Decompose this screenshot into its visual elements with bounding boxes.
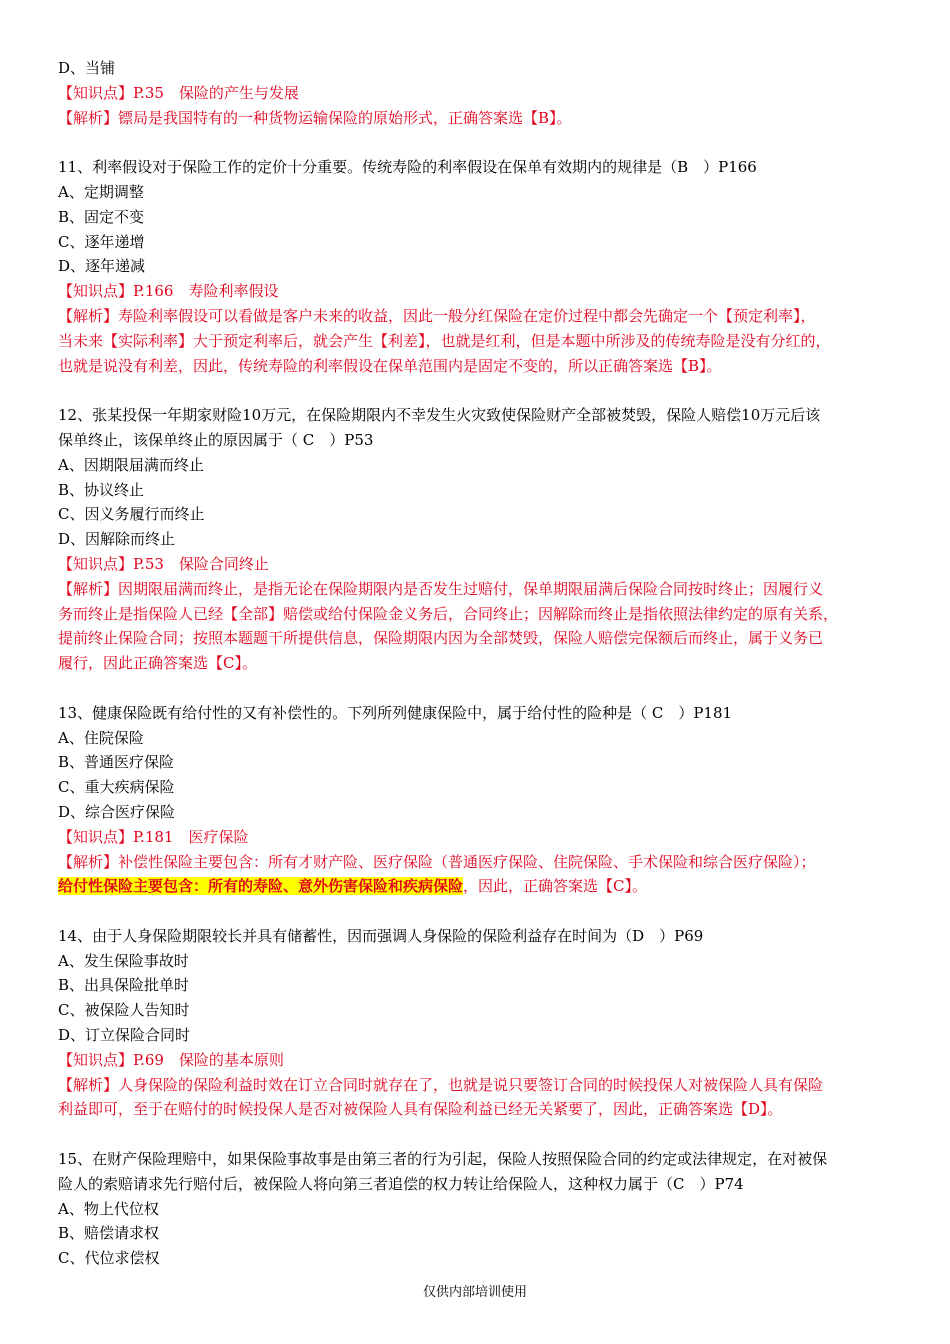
- question-14-analysis-line: 【解析】人身保险的保险利益时效在订立合同时就存在了，也就是说只要签订合同的时候投保人对被保险人具有保险: [58, 1075, 824, 1094]
- question-11-option-a: A、定期调整: [58, 182, 144, 201]
- question-15-option-b: B、赔偿请求权: [58, 1224, 160, 1243]
- question-13-option-b: B、普通医疗保险: [58, 753, 175, 772]
- question-14-stem: 14、由于人身保险期限较长并具有储蓄性，因而强调人身保险的保险利益存在时间为（D ）P69: [58, 926, 704, 945]
- question-12-stem-line: 保单终止，该保单终止的原因属于（ C ）P53: [58, 430, 374, 449]
- analysis-text: ，因此，正确答案选【C】。: [463, 877, 647, 896]
- question-11-analysis-line: 也就是说没有利差，因此，传统寿险的利率假设在保单范围内是固定不变的，所以正确答案选【B】。: [58, 356, 722, 375]
- question-15-option-a: A、物上代位权: [58, 1199, 159, 1218]
- option-d: D、当铺: [58, 59, 116, 77]
- question-12-analysis-line: 【解析】因期限届满而终止，是指无论在保险期限内是否发生过赔付，保单期限届满后保险合同按时终止；因履行义: [58, 579, 824, 598]
- question-14-option-a: A、发生保险事故时: [58, 951, 189, 970]
- question-12-analysis-line: 履行，因此正确答案选【C】。: [58, 654, 257, 673]
- question-12-option-d: D、因解除而终止: [58, 530, 176, 549]
- question-11-analysis-line: 当未来【实际利率】大于预定利率后，就会产生【利差】，也就是红利，但是本题中所涉及的传统寿险是没有分红的，: [58, 331, 831, 350]
- question-13-analysis-line: [58, 874, 908, 899]
- question-11-option-b: B、固定不变: [58, 207, 145, 226]
- question-11-option-d: D、逐年递减: [58, 257, 146, 276]
- question-12-stem-line: 12、张某投保一年期家财险10万元，在保险期限内不幸发生火灾致使保险财产全部被焚毁，保险人赔偿10万元后该: [58, 406, 821, 425]
- page-footer: 仅供内部培训使用: [422, 1285, 527, 1300]
- question-14-option-c: C、被保险人告知时: [58, 1001, 190, 1020]
- question-13-option-a: A、住院保险: [58, 728, 144, 747]
- question-12-option-a: A、因期限届满而终止: [58, 455, 204, 474]
- document-body: [58, 56, 908, 1271]
- question-13-option-d: D、综合医疗保险: [58, 802, 176, 821]
- analysis: 【解析】镖局是我国特有的一种货物运输保险的原始形式，正确答案选【B】。: [58, 108, 572, 127]
- question-12-option-b: B、协议终止: [58, 480, 145, 499]
- question-14-knowledge-point: 【知识点】P.69 保险的基本原则: [58, 1050, 284, 1069]
- question-14-analysis-line: 利益即可，至于在赔付的时候投保人是否对被保险人具有保险利益已经无关紧要了，因此，正确答案选【D】。: [58, 1100, 783, 1119]
- question-13-stem: 13、健康保险既有给付性的又有补偿性的。下列所列健康保险中，属于给付性的险种是（ C ）P181: [58, 703, 733, 722]
- highlighted-text: 给付性保险主要包含：所有的寿险、意外伤害保险和疾病保险: [58, 877, 464, 896]
- question-12-knowledge-point: 【知识点】P.53 保险合同终止: [58, 554, 269, 573]
- question-13-analysis-line: 【解析】补偿性保险主要包含：所有才财产险、医疗保险（普通医疗保险、住院保险、手术保险和综合医疗保险）；: [58, 852, 816, 871]
- question-15-stem-line: 15、在财产保险理赔中，如果保险事故事是由第三者的行为引起，保险人按照保险合同的约定或法律规定，在对被保: [58, 1150, 828, 1169]
- question-14-option-b: B、出具保险批单时: [58, 976, 190, 995]
- question-12-analysis-line: 务而终止是指保险人已经【全部】赔偿或给付保险金义务后，合同终止；因解除而终止是指依照法律约定的原有关系，: [58, 604, 839, 623]
- question-15-stem-line: 险人的索赔请求先行赔付后，被保险人将向第三者追偿的权力转让给保险人，这种权力属于（C ）P74: [58, 1174, 744, 1193]
- question-12-option-c: C、因义务履行而终止: [58, 505, 205, 524]
- question-11-stem: 11、利率假设对于保险工作的定价十分重要。传统寿险的利率假设在保单有效期内的规律是（B ）P166: [58, 158, 757, 177]
- question-11-analysis-line: 【解析】寿险利率假设可以看做是客户未来的收益，因此一般分红保险在定价过程中都会先确定一个【预定利率】，: [58, 306, 816, 325]
- question-13-option-c: C、重大疾病保险: [58, 778, 175, 797]
- question-12-analysis-line: 提前终止保险合同；按照本题题干所提供信息，保险期限内因为全部焚毁，保险人赔偿完保额后而终止，属于义务已: [58, 629, 824, 648]
- question-11-knowledge-point: 【知识点】P.166 寿险利率假设: [58, 282, 279, 301]
- question-11-option-c: C、逐年递增: [58, 232, 145, 251]
- question-15-option-c: C、代位求偿权: [58, 1249, 160, 1268]
- question-14-option-d: D、订立保险合同时: [58, 1026, 191, 1045]
- knowledge-point: 【知识点】P.35 保险的产生与发展: [58, 83, 299, 102]
- question-13-knowledge-point: 【知识点】P.181 医疗保险: [58, 827, 249, 846]
